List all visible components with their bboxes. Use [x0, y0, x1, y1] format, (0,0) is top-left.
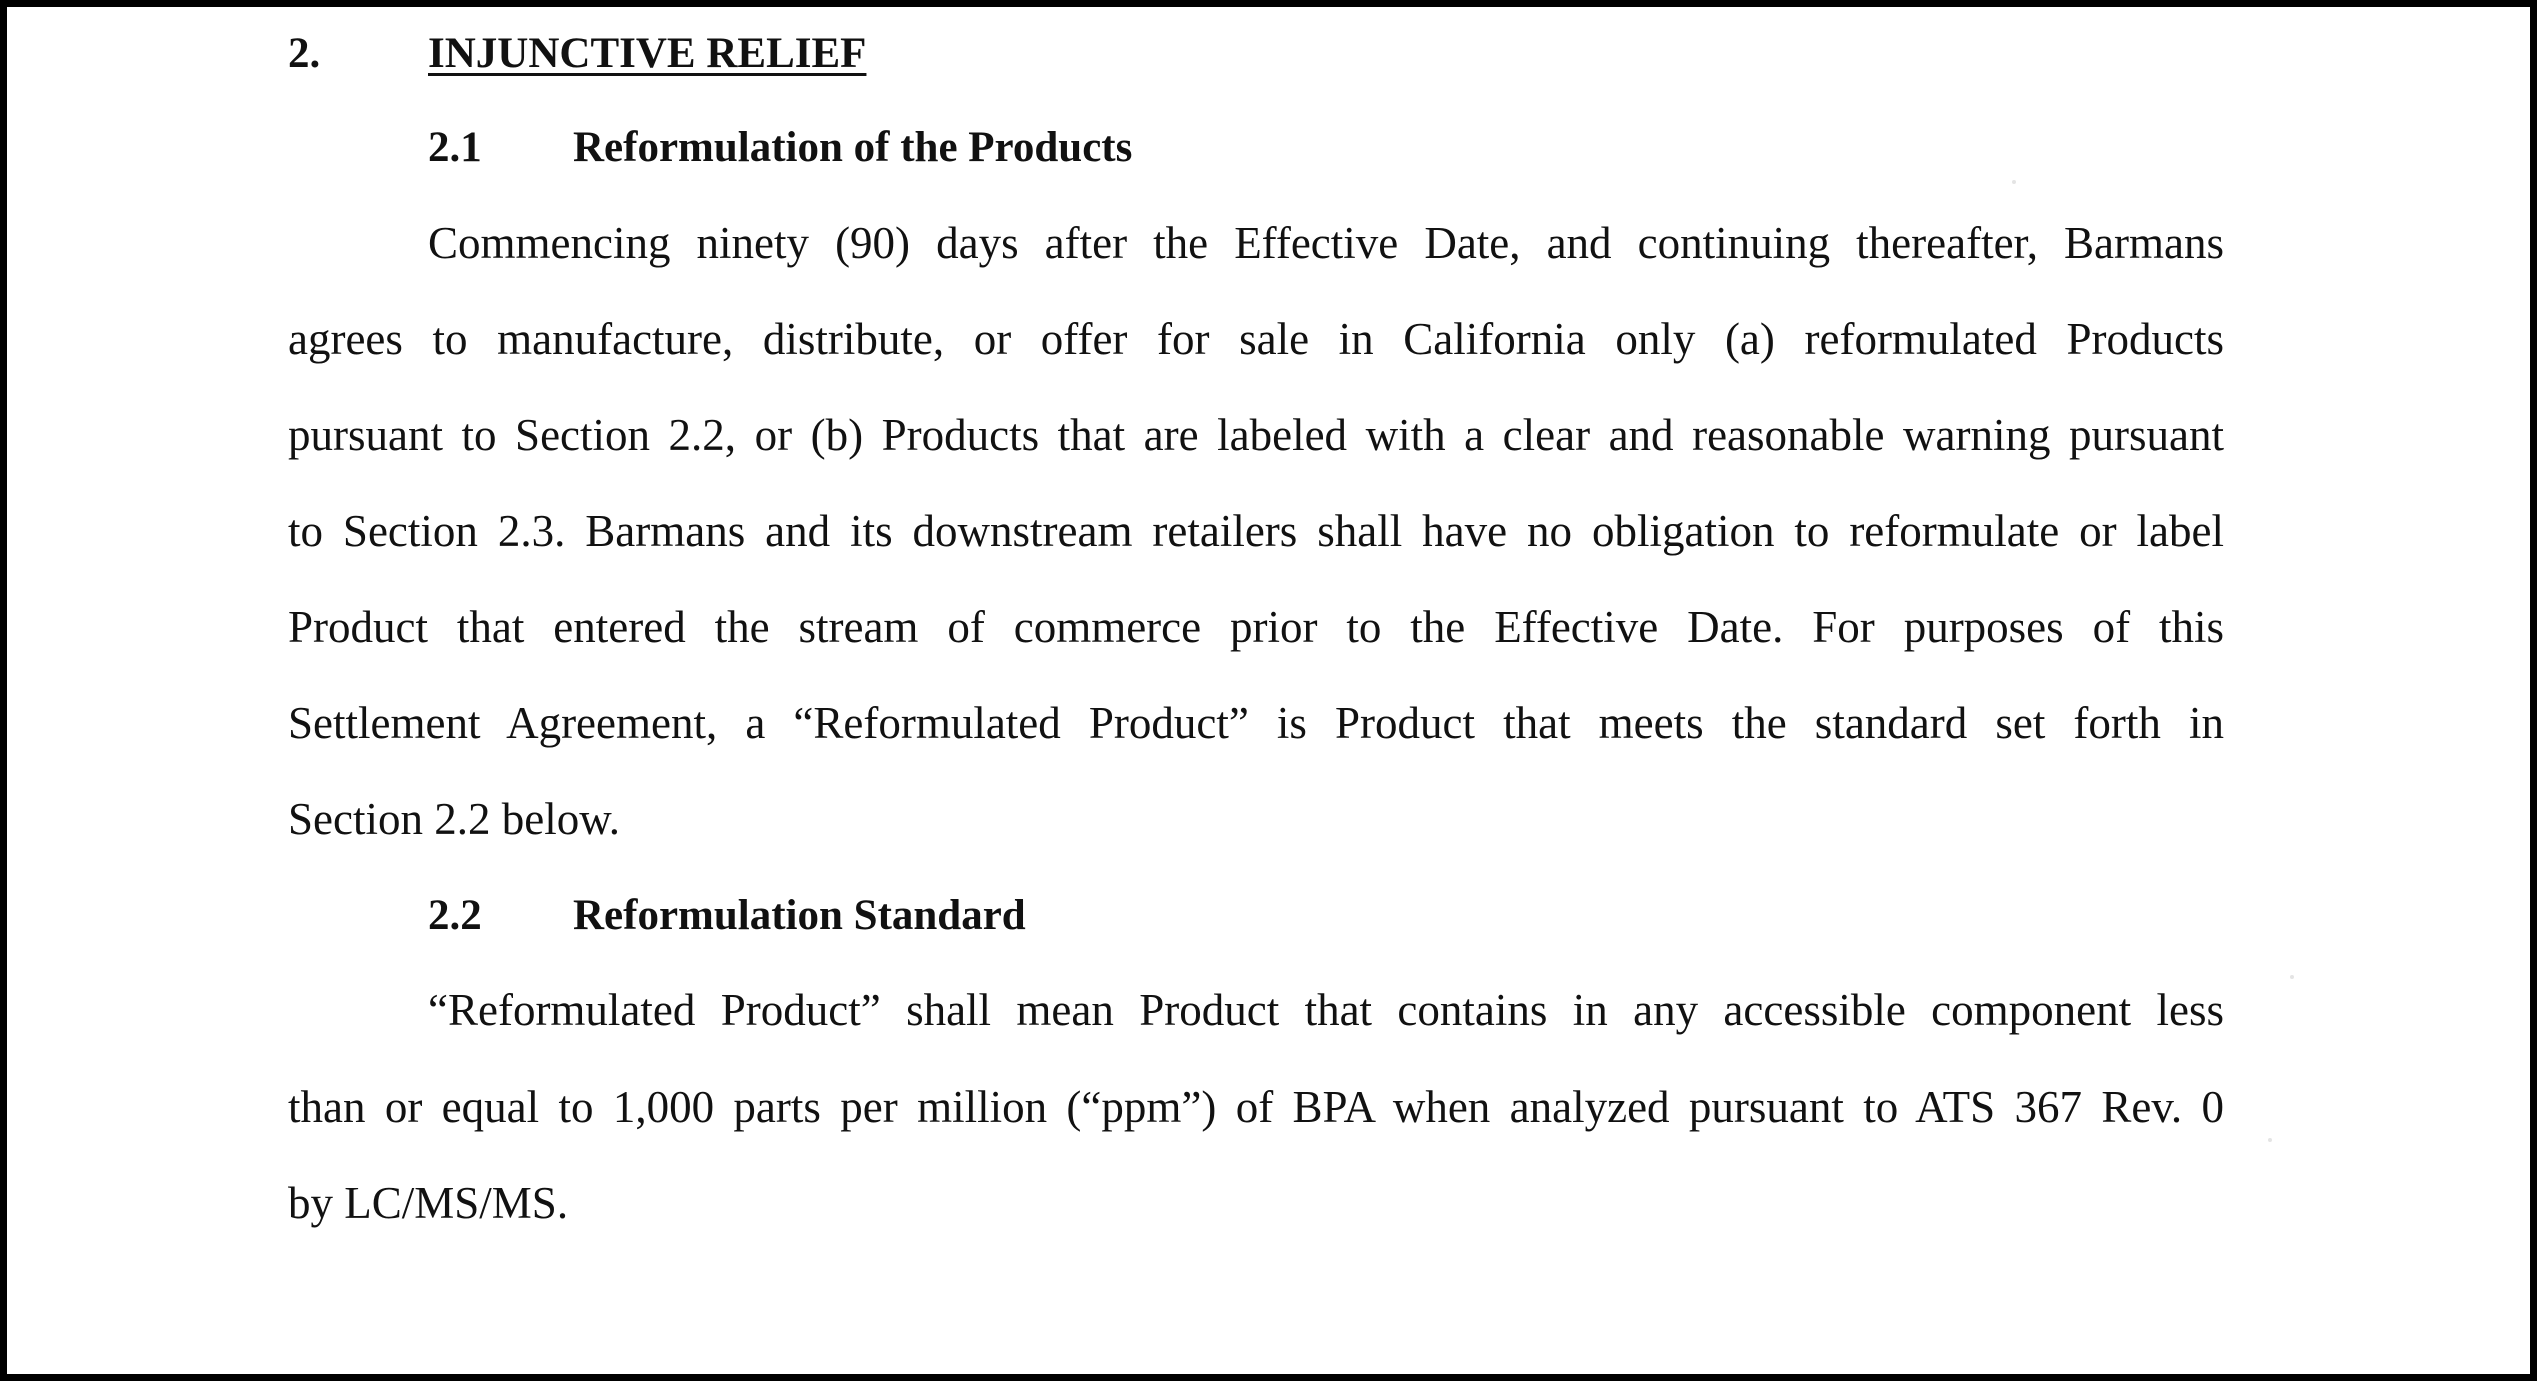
scan-speck — [2012, 180, 2016, 184]
paragraph-line: “Reformulated Product” shall mean Product that contains in any accessible component less — [428, 985, 2224, 1035]
subsection-number-2-1: 2.1 — [428, 124, 482, 171]
section-title: INJUNCTIVE RELIEF — [428, 30, 867, 77]
subsection-number-2-2: 2.2 — [428, 892, 482, 939]
scan-speck — [2268, 1138, 2272, 1142]
subsection-title-2-2: Reformulation Standard — [573, 892, 1026, 939]
paragraph-line: than or equal to 1,000 parts per million (“ppm”) of BPA when analyzed pursuant to ATS 367 Rev. 0 — [288, 1082, 2224, 1132]
paragraph-line: Commencing ninety (90) days after the Effective Date, and continuing thereafter, Barmans — [428, 218, 2224, 268]
paragraph-line: by LC/MS/MS. — [288, 1178, 569, 1228]
paragraph-line: to Section 2.3. Barmans and its downstream retailers shall have no obligation to reformulate or label — [288, 506, 2224, 556]
paragraph-line: Section 2.2 below. — [288, 794, 621, 844]
paragraph-line: agrees to manufacture, distribute, or offer for sale in California only (a) reformulated Products — [288, 314, 2224, 364]
paragraph-line: pursuant to Section 2.2, or (b) Products that are labeled with a clear and reasonable warning pursuant — [288, 410, 2224, 460]
subsection-title-2-1: Reformulation of the Products — [573, 124, 1133, 171]
paragraph-line: Product that entered the stream of commerce prior to the Effective Date. For purposes of this — [288, 602, 2224, 652]
section-number: 2. — [288, 30, 321, 77]
scan-speck — [2290, 975, 2294, 979]
paragraph-line: Settlement Agreement, a “Reformulated Product” is Product that meets the standard set forth in — [288, 698, 2224, 748]
